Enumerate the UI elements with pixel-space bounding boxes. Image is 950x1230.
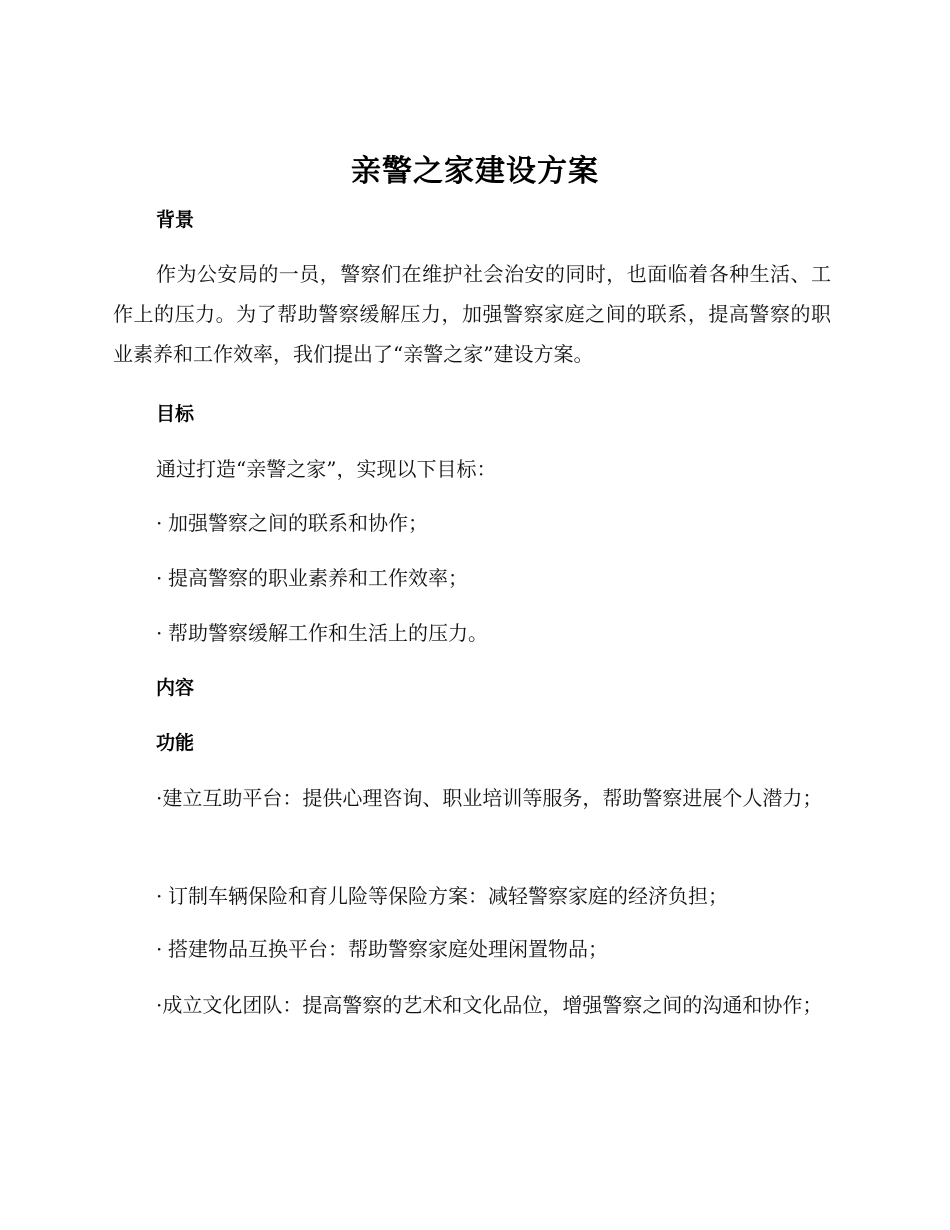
bullet-icon: · xyxy=(156,884,163,908)
bullet-icon: · xyxy=(156,566,163,590)
section-heading-goals: 目标 xyxy=(156,403,195,425)
bullet-icon: · xyxy=(156,993,163,1017)
goals-intro: 通过打造“亲警之家”，实现以下目标： xyxy=(156,457,497,481)
goal-item xyxy=(156,564,468,592)
bullet-icon: · xyxy=(156,621,163,645)
goal-item-text: 提高警察的职业素养和工作效率； xyxy=(168,566,468,590)
goal-item xyxy=(156,509,428,537)
function-item xyxy=(156,882,728,910)
bullet-icon: · xyxy=(156,937,163,961)
function-item xyxy=(113,985,831,1025)
function-item-text: 订制车辆保险和育儿险等保险方案：减轻警察家庭的经济负担； xyxy=(168,884,728,908)
bullet-icon: · xyxy=(156,786,163,810)
function-item xyxy=(156,935,608,963)
function-item xyxy=(113,778,831,818)
background-paragraph: 作为公安局的一员，警察们在维护社会治安的同时，也面临着各种生活、工作上的压力。为了帮助警察缓解压力，加强警察家庭之间的联系，提高警察的职业素养和工作效率，我们提出了“亲警之家”建设方案。 xyxy=(113,262,831,366)
section-heading-background: 背景 xyxy=(156,209,195,231)
section-heading-content: 内容 xyxy=(156,677,195,699)
function-item-text: 成立文化团队：提高警察的艺术和文化品位，增强警察之间的沟通和协作； xyxy=(162,993,823,1017)
function-item-text: 搭建物品互换平台：帮助警察家庭处理闲置物品； xyxy=(168,937,608,961)
goal-item xyxy=(156,619,488,647)
goal-item-text: 帮助警察缓解工作和生活上的压力。 xyxy=(168,621,488,645)
section-heading-functions: 功能 xyxy=(156,732,195,754)
document-title: 亲警之家建设方案 xyxy=(351,154,599,189)
goal-item-text: 加强警察之间的联系和协作； xyxy=(168,511,428,535)
bullet-icon: · xyxy=(156,511,163,535)
function-item-text: 建立互助平台：提供心理咨询、职业培训等服务，帮助警察进展个人潜力； xyxy=(162,786,823,810)
